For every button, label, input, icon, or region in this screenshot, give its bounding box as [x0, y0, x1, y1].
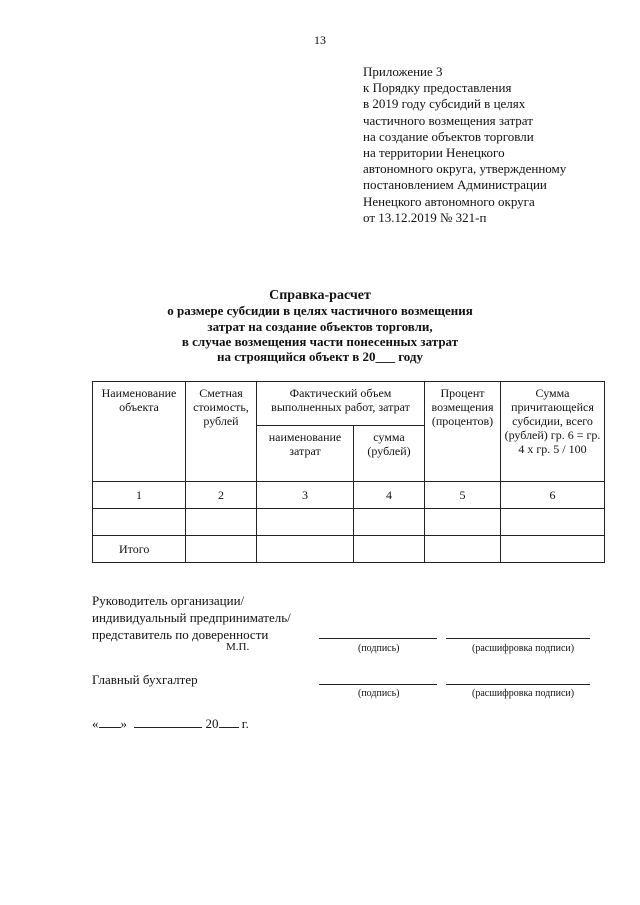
appendix-line: в 2019 году субсидий в целях	[363, 96, 526, 112]
table-cell	[257, 509, 354, 536]
appendix-block	[363, 64, 566, 226]
header-subsidy-sum: Сумма причитающейся субсидии, всего (рублей) гр. 6 = гр. 4 х гр. 5 / 100	[501, 382, 605, 482]
total-row	[93, 536, 605, 563]
accountant-decryption-caption: (расшифровка подписи)	[472, 688, 575, 699]
total-label: Итого	[93, 536, 186, 563]
date-line	[92, 715, 249, 732]
appendix-line: Приложение 3	[363, 64, 443, 79]
column-number: 4	[354, 482, 425, 509]
table-cell	[501, 509, 605, 536]
appendix-line: от 13.12.2019 № 321-п	[363, 209, 487, 225]
signature-section	[92, 593, 612, 699]
manager-title-line: Руководитель организации/	[92, 593, 245, 608]
title-line: о размере субсидии в целях частичного возмещения	[167, 303, 473, 319]
date-open-quote: «	[92, 716, 99, 731]
date-year-prefix: 20	[205, 716, 219, 731]
appendix-line: на создание объектов торговли	[363, 128, 534, 144]
header-cost-name: наименование затрат	[257, 426, 354, 482]
title-line: в случае возмещения части понесенных затрат	[181, 333, 459, 349]
header-actual-volume: Фактический объем выполненных работ, затрат	[257, 382, 425, 426]
column-number: 6	[501, 482, 605, 509]
accountant-signature-caption: (подпись)	[358, 688, 400, 699]
column-number: 3	[257, 482, 354, 509]
document-title	[60, 288, 580, 364]
table-cell	[257, 536, 354, 563]
table-row	[93, 509, 605, 536]
manager-decryption-line	[446, 638, 590, 639]
table-cell	[501, 536, 605, 563]
appendix-line: к Порядку предоставления	[363, 80, 512, 96]
manager-title-line: индивидуальный предприниматель/	[92, 609, 291, 625]
date-month-blank	[134, 715, 202, 728]
manager-title	[92, 593, 612, 643]
header-object-name: Наименование объекта	[93, 382, 186, 482]
manager-decryption-caption: (расшифровка подписи)	[472, 643, 575, 654]
title-line: на строящийся объект в 20___ году	[216, 349, 424, 365]
table-cell	[186, 509, 257, 536]
table-cell	[93, 509, 186, 536]
column-number: 2	[186, 482, 257, 509]
table-cell	[186, 536, 257, 563]
stamp-placeholder: М.П.	[226, 641, 250, 653]
page-number: 13	[314, 33, 326, 47]
header-percent: Процент возмещения (процентов)	[425, 382, 501, 482]
table-cell	[425, 509, 501, 536]
appendix-line: автономного округа, утвержденному	[363, 161, 567, 177]
header-cost-sum: сумма (рублей)	[354, 426, 425, 482]
table-cell	[354, 536, 425, 563]
manager-signature-caption: (подпись)	[358, 643, 400, 654]
chief-accountant-label: Главный бухгалтер	[92, 672, 198, 687]
accountant-decryption-line	[446, 684, 590, 685]
title-line: затрат на создание объектов торговли,	[207, 318, 433, 334]
appendix-line: Ненецкого автономного округа	[363, 193, 535, 209]
accountant-signature-line	[319, 684, 437, 685]
column-number: 1	[93, 482, 186, 509]
table-cell	[425, 536, 501, 563]
date-year-suffix: г.	[241, 716, 249, 731]
header-estimated-cost: Сметная стоимость, рублей	[186, 382, 257, 482]
title-main: Справка-расчет	[269, 288, 371, 303]
date-year-blank	[219, 715, 239, 728]
manager-signature-line	[319, 638, 437, 639]
appendix-line: частичного возмещения затрат	[363, 112, 533, 128]
column-number: 5	[425, 482, 501, 509]
appendix-line: постановлением Администрации	[363, 177, 547, 193]
table-cell	[354, 509, 425, 536]
appendix-line: на территории Ненецкого	[363, 145, 505, 161]
manager-title-line: представитель по доверенности	[92, 626, 269, 642]
date-day-blank	[99, 715, 121, 728]
date-close-quote: »	[120, 716, 127, 731]
calculation-table	[92, 381, 605, 563]
